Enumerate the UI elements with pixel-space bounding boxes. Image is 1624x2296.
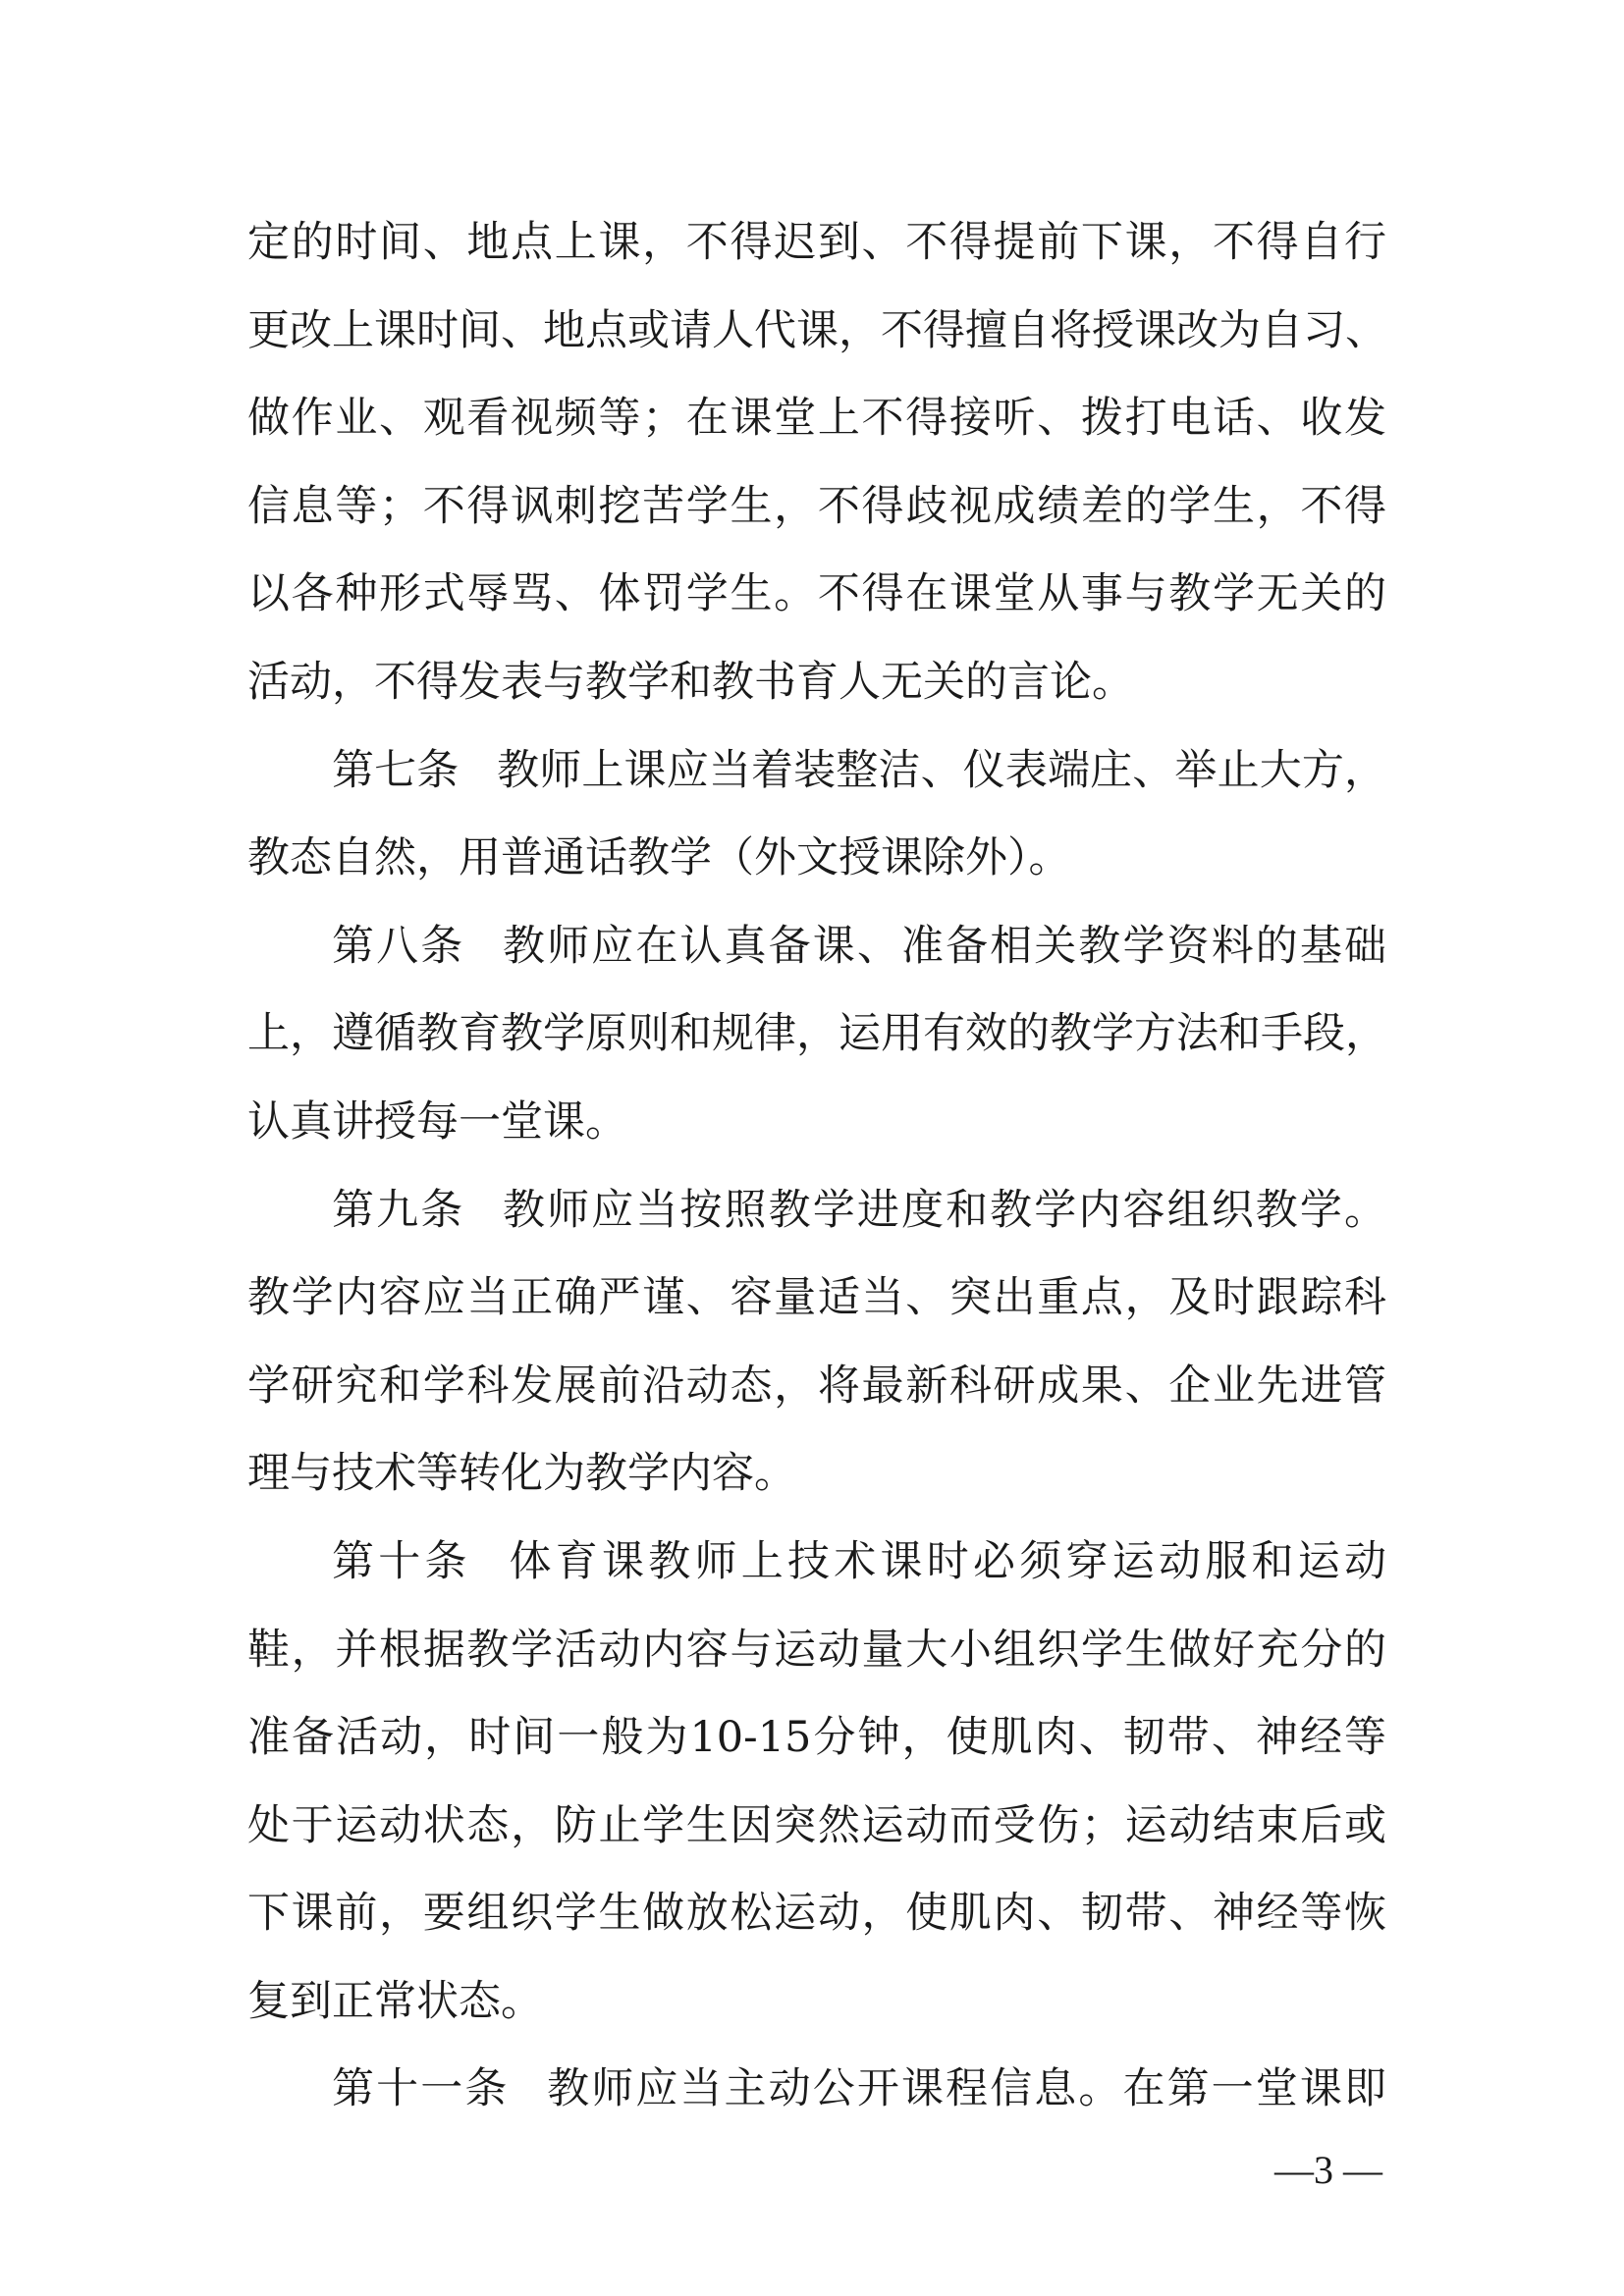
paragraph-line: 学研究和学科发展前沿动态，将最新科研成果、企业先进管 xyxy=(247,1361,1386,1411)
article-label: 第九条 xyxy=(332,1185,465,1235)
article-label: 第十一条 xyxy=(332,2064,510,2114)
paragraph-line: 以各种形式辱骂、体罚学生。不得在课堂从事与教学无关的 xyxy=(247,569,1386,619)
paragraph-line: 下课前，要组织学生做放松运动，使肌肉、韧带、神经等恢 xyxy=(247,1889,1386,1939)
paragraph-line: 做作业、观看视频等；在课堂上不得接听、拨打电话、收发 xyxy=(247,394,1386,444)
paragraph-line: 定的时间、地点上课，不得迟到、不得提前下课，不得自行 xyxy=(247,218,1386,267)
document-body xyxy=(247,208,1386,2143)
article-text: 体育课教师上技术课时必须穿运动服和运动 xyxy=(509,1536,1387,1586)
article-9-heading-line xyxy=(247,1176,1386,1264)
article-7-heading-line xyxy=(247,736,1386,825)
article-11-heading-line xyxy=(247,2055,1386,2143)
article-label: 第七条 xyxy=(332,745,460,795)
paragraph-line: 鞋，并根据教学活动内容与运动量大小组织学生做好充分的 xyxy=(247,1625,1386,1675)
article-10-heading-line xyxy=(247,1527,1386,1616)
paragraph-line: 教态自然，用普通话教学（外文授课除外）。 xyxy=(247,833,1071,883)
paragraph-line: 更改上课时间、地点或请人代课，不得擅自将授课改为自习、 xyxy=(247,305,1387,355)
article-label: 第八条 xyxy=(332,921,465,971)
paragraph-line: 教学内容应当正确严谨、容量适当、突出重点，及时跟踪科 xyxy=(247,1273,1386,1323)
article-label: 第十条 xyxy=(332,1536,471,1586)
paragraph-line: 处于运动状态，防止学生因突然运动而受伤；运动结束后或 xyxy=(247,1800,1386,1850)
paragraph-line: 信息等；不得讽刺挖苦学生，不得歧视成绩差的学生，不得 xyxy=(247,481,1386,531)
article-text: 教师上课应当着装整洁、仪表端庄、举止大方， xyxy=(497,745,1387,795)
paragraph-line: 理与技术等转化为教学内容。 xyxy=(247,1449,796,1499)
page-number: —3 — xyxy=(1274,2148,1382,2192)
article-8-heading-line xyxy=(247,912,1386,1000)
paragraph-line: 认真讲授每一堂课。 xyxy=(247,1096,627,1147)
paragraph-line: 活动，不得发表与教学和教书育人无关的言论。 xyxy=(247,657,1134,707)
article-text: 教师应当按照教学进度和教学内容组织教学。 xyxy=(503,1185,1387,1235)
paragraph-line: 准备活动，时间一般为10-15分钟，使肌肉、韧带、神经等 xyxy=(247,1713,1386,1763)
article-text: 教师应在认真备课、准备相关教学资料的基础 xyxy=(503,921,1387,971)
article-text: 教师应当主动公开课程信息。在第一堂课即 xyxy=(547,2064,1387,2114)
paragraph-line: 复到正常状态。 xyxy=(247,1976,543,2026)
paragraph-line: 上，遵循教育教学原则和规律，运用有效的教学方法和手段， xyxy=(247,1009,1387,1059)
